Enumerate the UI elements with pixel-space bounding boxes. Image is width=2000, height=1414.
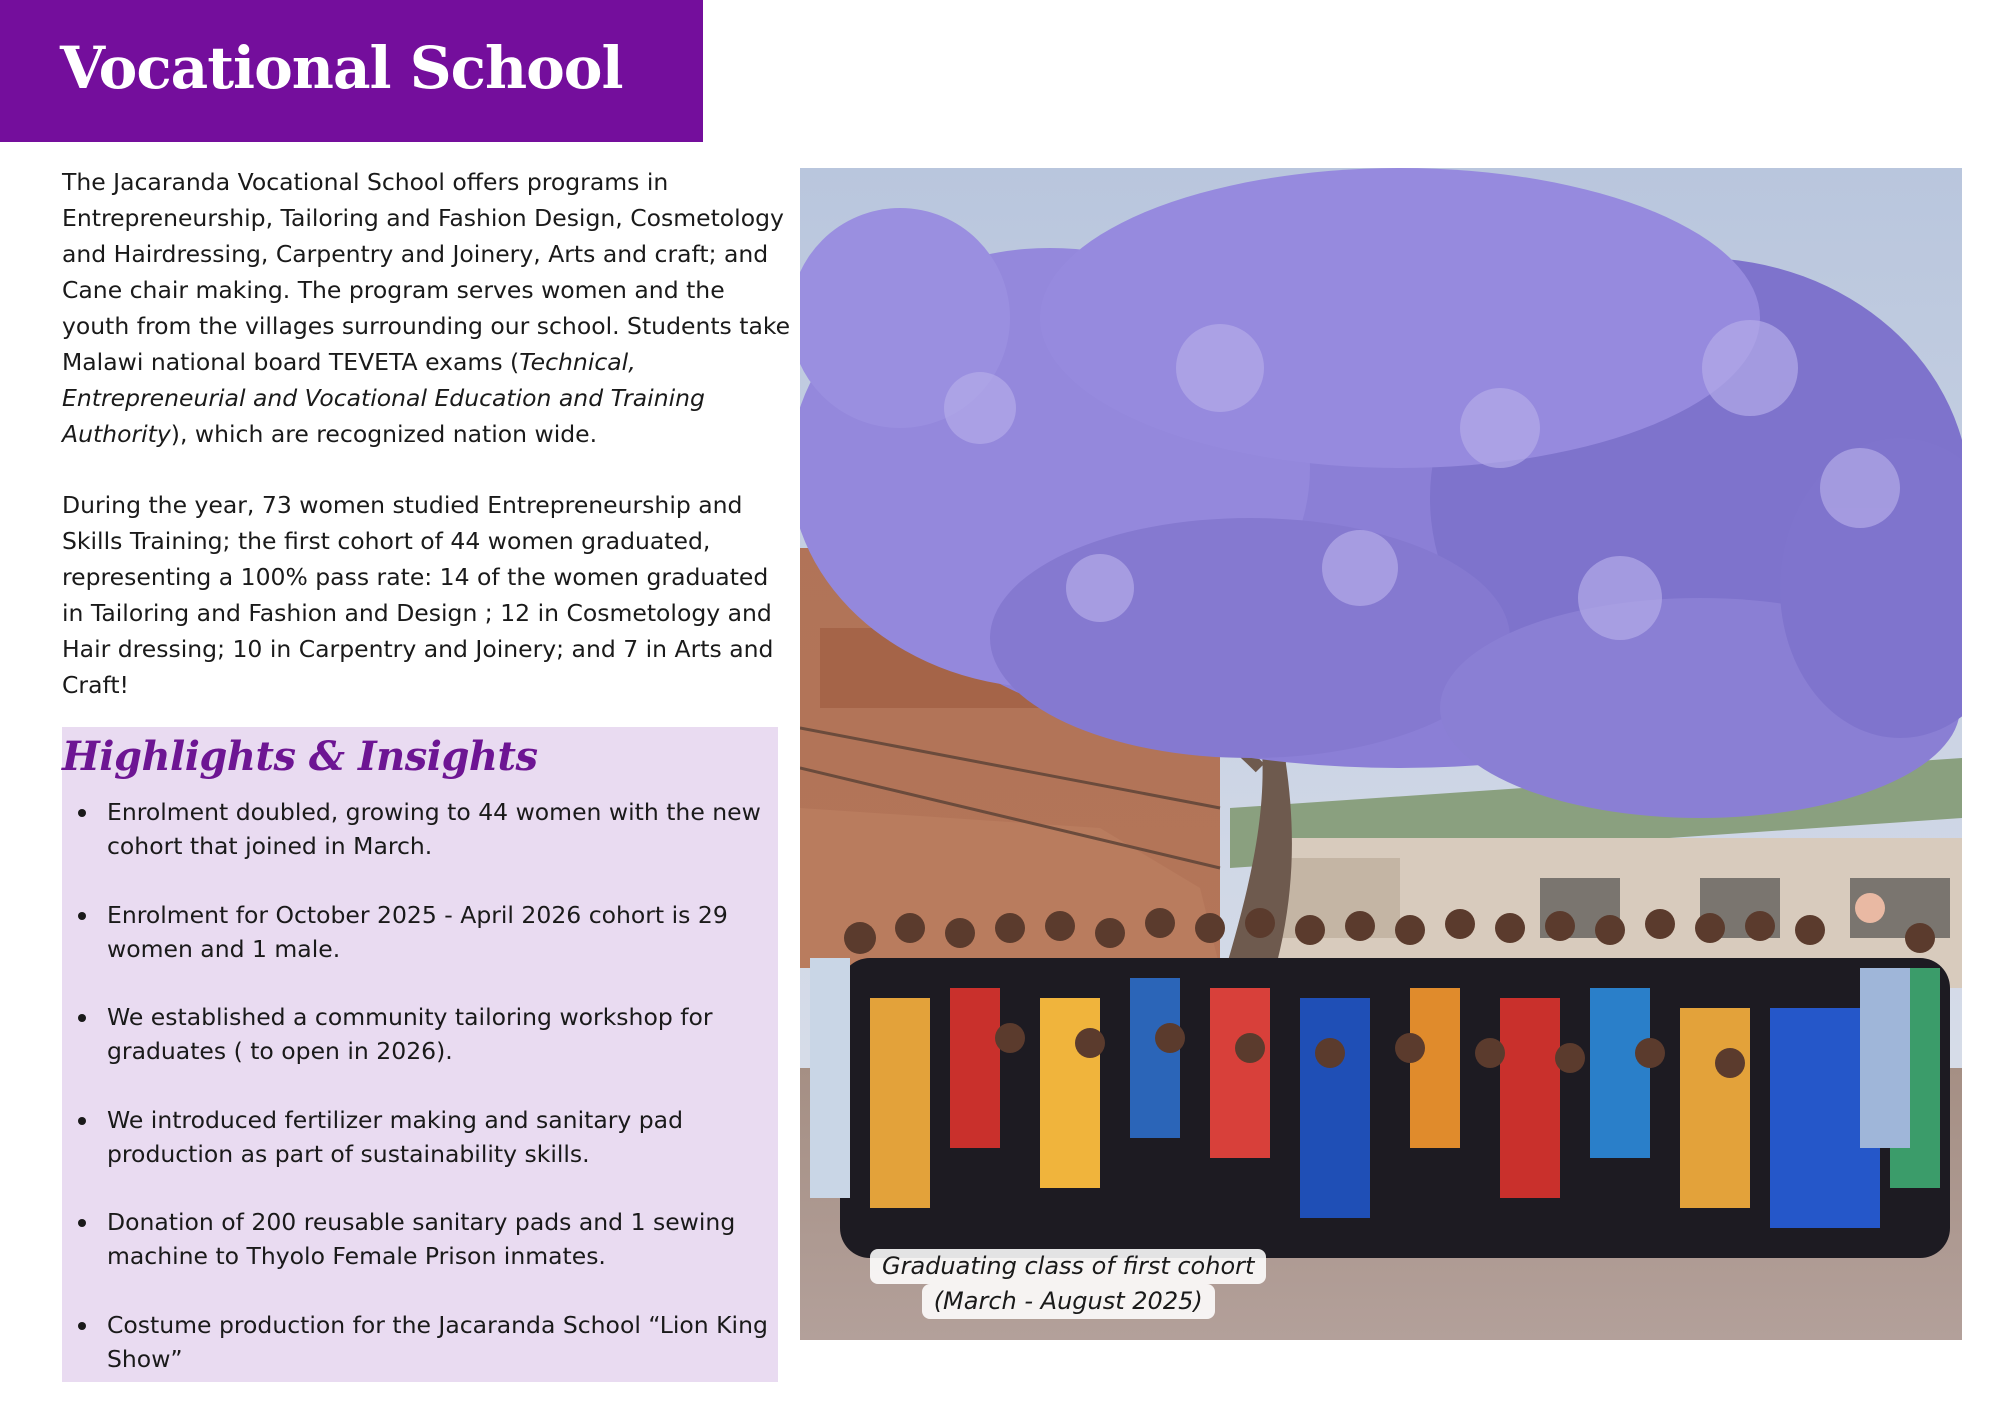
- caption-line-1: Graduating class of first cohort: [870, 1249, 1266, 1284]
- highlight-item: [62, 1000, 778, 1103]
- bullet-icon: [78, 1014, 86, 1022]
- highlight-text: Enrolment doubled, growing to 44 women with the new cohort that joined in March.: [107, 798, 761, 860]
- bullet-icon: [78, 1117, 86, 1125]
- bullet-icon: [78, 809, 86, 817]
- bullet-icon: [78, 1322, 86, 1330]
- highlight-text: Enrolment for October 2025 - April 2026 cohort is 29 women and 1 male.: [107, 900, 728, 963]
- highlights-panel: [62, 727, 778, 1382]
- highlight-text: Costume production for the Jacaranda School “Lion King Show”: [107, 1310, 768, 1373]
- caption-line-2: (March - August 2025): [922, 1284, 1215, 1319]
- photo-caption: [870, 1249, 1266, 1319]
- page-title: Vocational School: [60, 34, 623, 102]
- intro-text-start: The Jacaranda Vocational School offers programs in Entrepreneurship, Tailoring and Fashion Design, Cosmetology and Hairdressing, Carpentry and Joinery, Arts and craft; and Cane chair making. The program serves women and the youth from the villages surrounding our school. Students take Malawi national board TEVETA exams (: [62, 168, 791, 376]
- cohort-paragraph: [62, 487, 792, 703]
- teveta-full-name: Technical, Entrepreneurial and Vocational Education and Training Authority: [62, 348, 705, 448]
- graduation-photo: [800, 168, 1962, 1340]
- highlight-text: Donation of 200 reusable sanitary pads and 1 sewing machine to Thyolo Female Prison inmates.: [107, 1208, 736, 1270]
- intro-text-end: ), which are recognized nation wide.: [170, 420, 598, 448]
- highlights-title: Highlights & Insights: [62, 733, 538, 780]
- highlight-item: [62, 898, 778, 1001]
- intro-paragraph: [62, 164, 792, 452]
- highlights-list: [62, 795, 778, 1410]
- title-banner: [0, 0, 703, 142]
- bullet-icon: [78, 1219, 86, 1227]
- highlight-item: [62, 1205, 778, 1308]
- highlight-text: We introduced fertilizer making and sanitary pad production as part of sustainability skills.: [107, 1105, 683, 1168]
- highlight-item: [62, 795, 778, 898]
- highlight-item: [62, 1103, 778, 1206]
- highlight-text: We established a community tailoring workshop for graduates ( to open in 2026).: [107, 1003, 713, 1065]
- bullet-icon: [78, 912, 86, 920]
- cohort-text: During the year, 73 women studied Entrepreneurship and Skills Training; the first cohort of 44 women graduated, representing a 100% pass rate: 14 of the women graduated in Tailoring and Fashion and Design ; 12 in Cosmetology and Hair dressing; 10 in Carpentry and Joinery; and 7 in Arts and Craft!: [62, 491, 774, 699]
- highlight-item: [62, 1308, 778, 1411]
